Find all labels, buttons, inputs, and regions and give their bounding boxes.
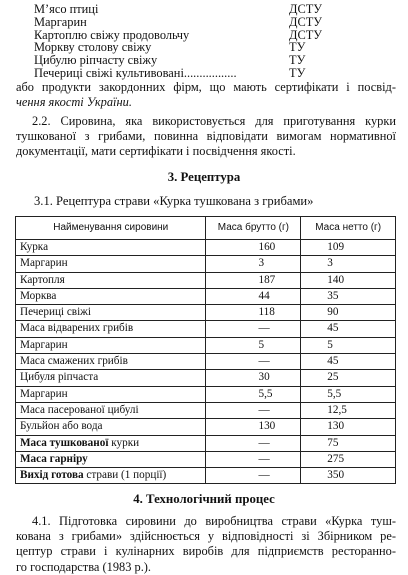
cell-net: 45 [301, 354, 396, 370]
cell-name: Маргарин [16, 386, 206, 402]
column-header-net: Маса нетто (г) [301, 217, 396, 240]
cell-net: 3 [301, 256, 396, 272]
cell-name: Морква [16, 288, 206, 304]
table-caption: 3.1. Рецептура страви «Курка тушкована з грибами» [34, 194, 314, 208]
cell-gross: 5 [206, 337, 301, 353]
list-item-name: Цибулю ріпчасту свіжу [34, 53, 158, 68]
paragraph-line: чення якості України. [16, 95, 132, 110]
cell-gross: — [206, 435, 301, 451]
cell-name-bold: Маса гарніру [20, 452, 88, 465]
cell-net: 12,5 [301, 402, 396, 418]
cell-gross: — [206, 321, 301, 337]
section-4-title: 4. Технологічний процес [133, 492, 275, 506]
cell-name [16, 468, 206, 484]
table-row [16, 256, 396, 272]
cell-net: 90 [301, 305, 396, 321]
cell-gross: 160 [206, 240, 301, 256]
cell-gross: — [206, 402, 301, 418]
table-row [16, 337, 396, 353]
paragraph-line: кована з грибами» здійснюється у відповідності зі Збірником ре- [16, 529, 396, 544]
recipe-table [15, 216, 396, 484]
cell-name: Маргарин [16, 256, 206, 272]
cell-gross: 3 [206, 256, 301, 272]
paragraph-line: документації, мати сертифікати і посвідчення якості. [16, 144, 296, 159]
cell-name [16, 451, 206, 467]
cell-name: Печериці свіжі [16, 305, 206, 321]
list-item-name: Картоплю свіжу продовольчу [34, 27, 190, 42]
cell-net: 350 [301, 468, 396, 484]
table-row-total [16, 435, 396, 451]
list-item-standard: ТУ [289, 53, 306, 68]
cell-gross: 118 [206, 305, 301, 321]
section-3-title: 3. Рецептура [167, 170, 241, 184]
column-header-gross: Маса брутто (г) [206, 217, 301, 240]
cell-net: 25 [301, 370, 396, 386]
cell-net: 5,5 [301, 386, 396, 402]
paragraph-foreign-products [16, 80, 396, 110]
table-row [16, 354, 396, 370]
table-row [16, 305, 396, 321]
list-item-standard: ТУ [289, 65, 306, 80]
cell-gross: 30 [206, 370, 301, 386]
cell-net: 130 [301, 419, 396, 435]
cell-name: Цибуля ріпчаста [16, 370, 206, 386]
cell-name-tail: страви (1 порції) [83, 469, 167, 482]
table-row [16, 386, 396, 402]
list-item [34, 67, 364, 80]
cell-gross: — [206, 451, 301, 467]
cell-name: Бульйон або вода [16, 419, 206, 435]
cell-gross: 130 [206, 419, 301, 435]
list-item [34, 16, 364, 29]
cell-net: 75 [301, 435, 396, 451]
cell-name: Маса відварених грибів [16, 321, 206, 337]
list-item-name: М’ясо птиці [34, 2, 99, 16]
table-row [16, 288, 396, 304]
paragraph-2-2 [16, 114, 396, 160]
cell-name: Курка [16, 240, 206, 256]
cell-gross: — [206, 354, 301, 370]
table-row-total [16, 451, 396, 467]
list-item-standard: ДСТУ [289, 27, 323, 42]
list-item-name: Маргарин [34, 14, 87, 29]
paragraph-line: цептур страви і кулінарних виробів для підприємств ресторанно- [16, 544, 396, 559]
cell-net: 275 [301, 451, 396, 467]
list-item-name: Печериці свіжі культивовані................. [34, 65, 237, 80]
cell-net: 5 [301, 337, 396, 353]
paragraph-line: тушкованої з грибами, повинна відповідати вимогам нормативної [16, 129, 396, 144]
cell-name: Картопля [16, 272, 206, 288]
cell-net: 109 [301, 240, 396, 256]
list-item-standard: ТУ [289, 40, 306, 55]
paragraph-line: 2.2. Сировина, яка використовується для приготування курки [32, 114, 396, 128]
cell-name: Маса пасерованої цибулі [16, 402, 206, 418]
paragraph-line: або продукти закордонних фірм, що мають сертифікати і посвід- [16, 80, 396, 94]
table-row [16, 402, 396, 418]
cell-gross: 44 [206, 288, 301, 304]
list-item [34, 3, 364, 16]
raw-materials-standards-list [34, 3, 364, 80]
list-item-standard: ДСТУ [289, 14, 323, 29]
cell-net: 45 [301, 321, 396, 337]
cell-net: 140 [301, 272, 396, 288]
table-row [16, 240, 396, 256]
column-header-name: Найменування сировини [16, 217, 206, 240]
cell-name-bold: Вихід готова [20, 469, 84, 482]
cell-name-tail: курки [108, 436, 140, 449]
cell-gross: — [206, 468, 301, 484]
table-row [16, 419, 396, 435]
list-item-standard: ДСТУ [289, 2, 323, 16]
table-row [16, 370, 396, 386]
table-row [16, 272, 396, 288]
list-item-name: Моркву столову свіжу [34, 40, 152, 55]
paragraph-line: го господарства (1983 р.). [16, 559, 152, 574]
paragraph-line: 4.1. Підготовка сировини до виробництва страви «Курка туш- [32, 514, 396, 528]
cell-name: Маргарин [16, 337, 206, 353]
table-row [16, 321, 396, 337]
table-row-total [16, 468, 396, 484]
cell-gross: 5,5 [206, 386, 301, 402]
cell-gross: 187 [206, 272, 301, 288]
paragraph-4-1 [16, 514, 396, 575]
cell-name: Маса смажених грибів [16, 354, 206, 370]
cell-net: 35 [301, 288, 396, 304]
table-header-row [16, 217, 396, 240]
cell-name-bold: Маса тушкованої [20, 436, 109, 449]
cell-name [16, 435, 206, 451]
